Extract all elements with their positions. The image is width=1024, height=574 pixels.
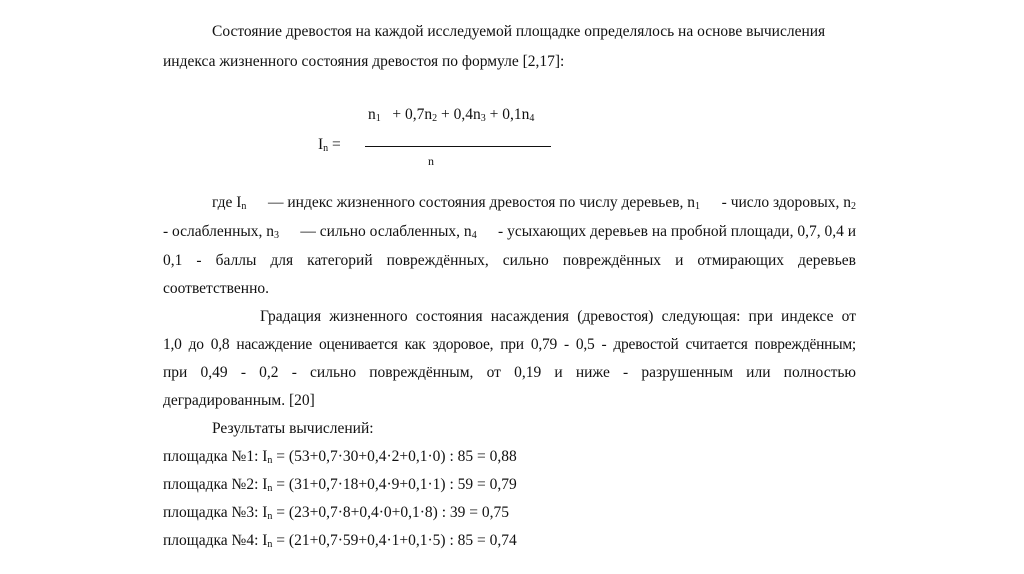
results-heading: Результаты вычислений: bbox=[212, 420, 374, 437]
definition-line-1: где $I_n$ — индекс жизненного состояния древостоя по числу деревьев, $n_1$ - число здоровых, $n_2$ bbox=[212, 194, 856, 212]
result-row-1: площадка №1: $I_n = (53+0,7\cdot 30+0,4\cdot 2+0,1\cdot 0)$ : 85 = 0,88 bbox=[163, 448, 517, 466]
result-row-3: площадка №3: $I_n = (23+0,7\cdot 8+0,4\cdot 0+0,1\cdot 8)$ : 39 = 0,75 bbox=[163, 504, 509, 522]
numerator-term-3: + $0,4n_3$ bbox=[441, 106, 486, 124]
formula-numerator bbox=[368, 105, 534, 125]
intro-line-2: индекса жизненного состояния древостоя по формуле [2,17]: bbox=[163, 53, 565, 70]
definition-line-3: 0,1 - баллы для категорий повреждённых, сильно повреждённых и отмирающих деревьев bbox=[163, 252, 856, 269]
intro-line-1: Состояние древостоя на каждой исследуемой площадке определялось на основе вычисления bbox=[212, 23, 826, 40]
numerator-term-4: + $0,1n_4$ bbox=[489, 106, 535, 124]
formula-lhs: $I_n$ = bbox=[318, 136, 341, 154]
result-row-4: площадка №4: $I_n = (21+0,7\cdot 59+0,4\cdot 1+0,1\cdot 5)$ : 85 = 0,74 bbox=[163, 532, 517, 550]
result-row-2: площадка №2: $I_n = (31+0,7\cdot 18+0,4\cdot 9+0,1\cdot 1)$ : 59 = 0,79 bbox=[163, 476, 517, 494]
gradation-line-3: при 0,49 - 0,2 - сильно повреждённым, от 0,19 и ниже - разрушенным или полностью bbox=[163, 364, 856, 381]
definition-line-4: соответственно. bbox=[163, 280, 269, 297]
gradation-line-2: 1,0 до 0,8 насаждение оценивается как здоровое, при 0,79 - 0,5 - древостой считается повреждённым; bbox=[163, 336, 856, 353]
numerator-term-2: + $0,7n_2$ bbox=[392, 106, 438, 124]
fraction-bar bbox=[365, 146, 551, 147]
formula-denominator: n bbox=[428, 154, 434, 168]
gradation-line-4: деградированным. [20] bbox=[163, 392, 315, 409]
definition-line-2: - ослабленных, $n_3$ — сильно ослабленных, $n_4$ - усыхающих деревьев на пробной площади, 0,7, 0,4 и bbox=[163, 223, 856, 241]
numerator-term-1: $n_1$ bbox=[368, 106, 381, 124]
gradation-line-1: Градация жизненного состояния насаждения (древостоя) следующая: при индексе от bbox=[260, 308, 856, 325]
